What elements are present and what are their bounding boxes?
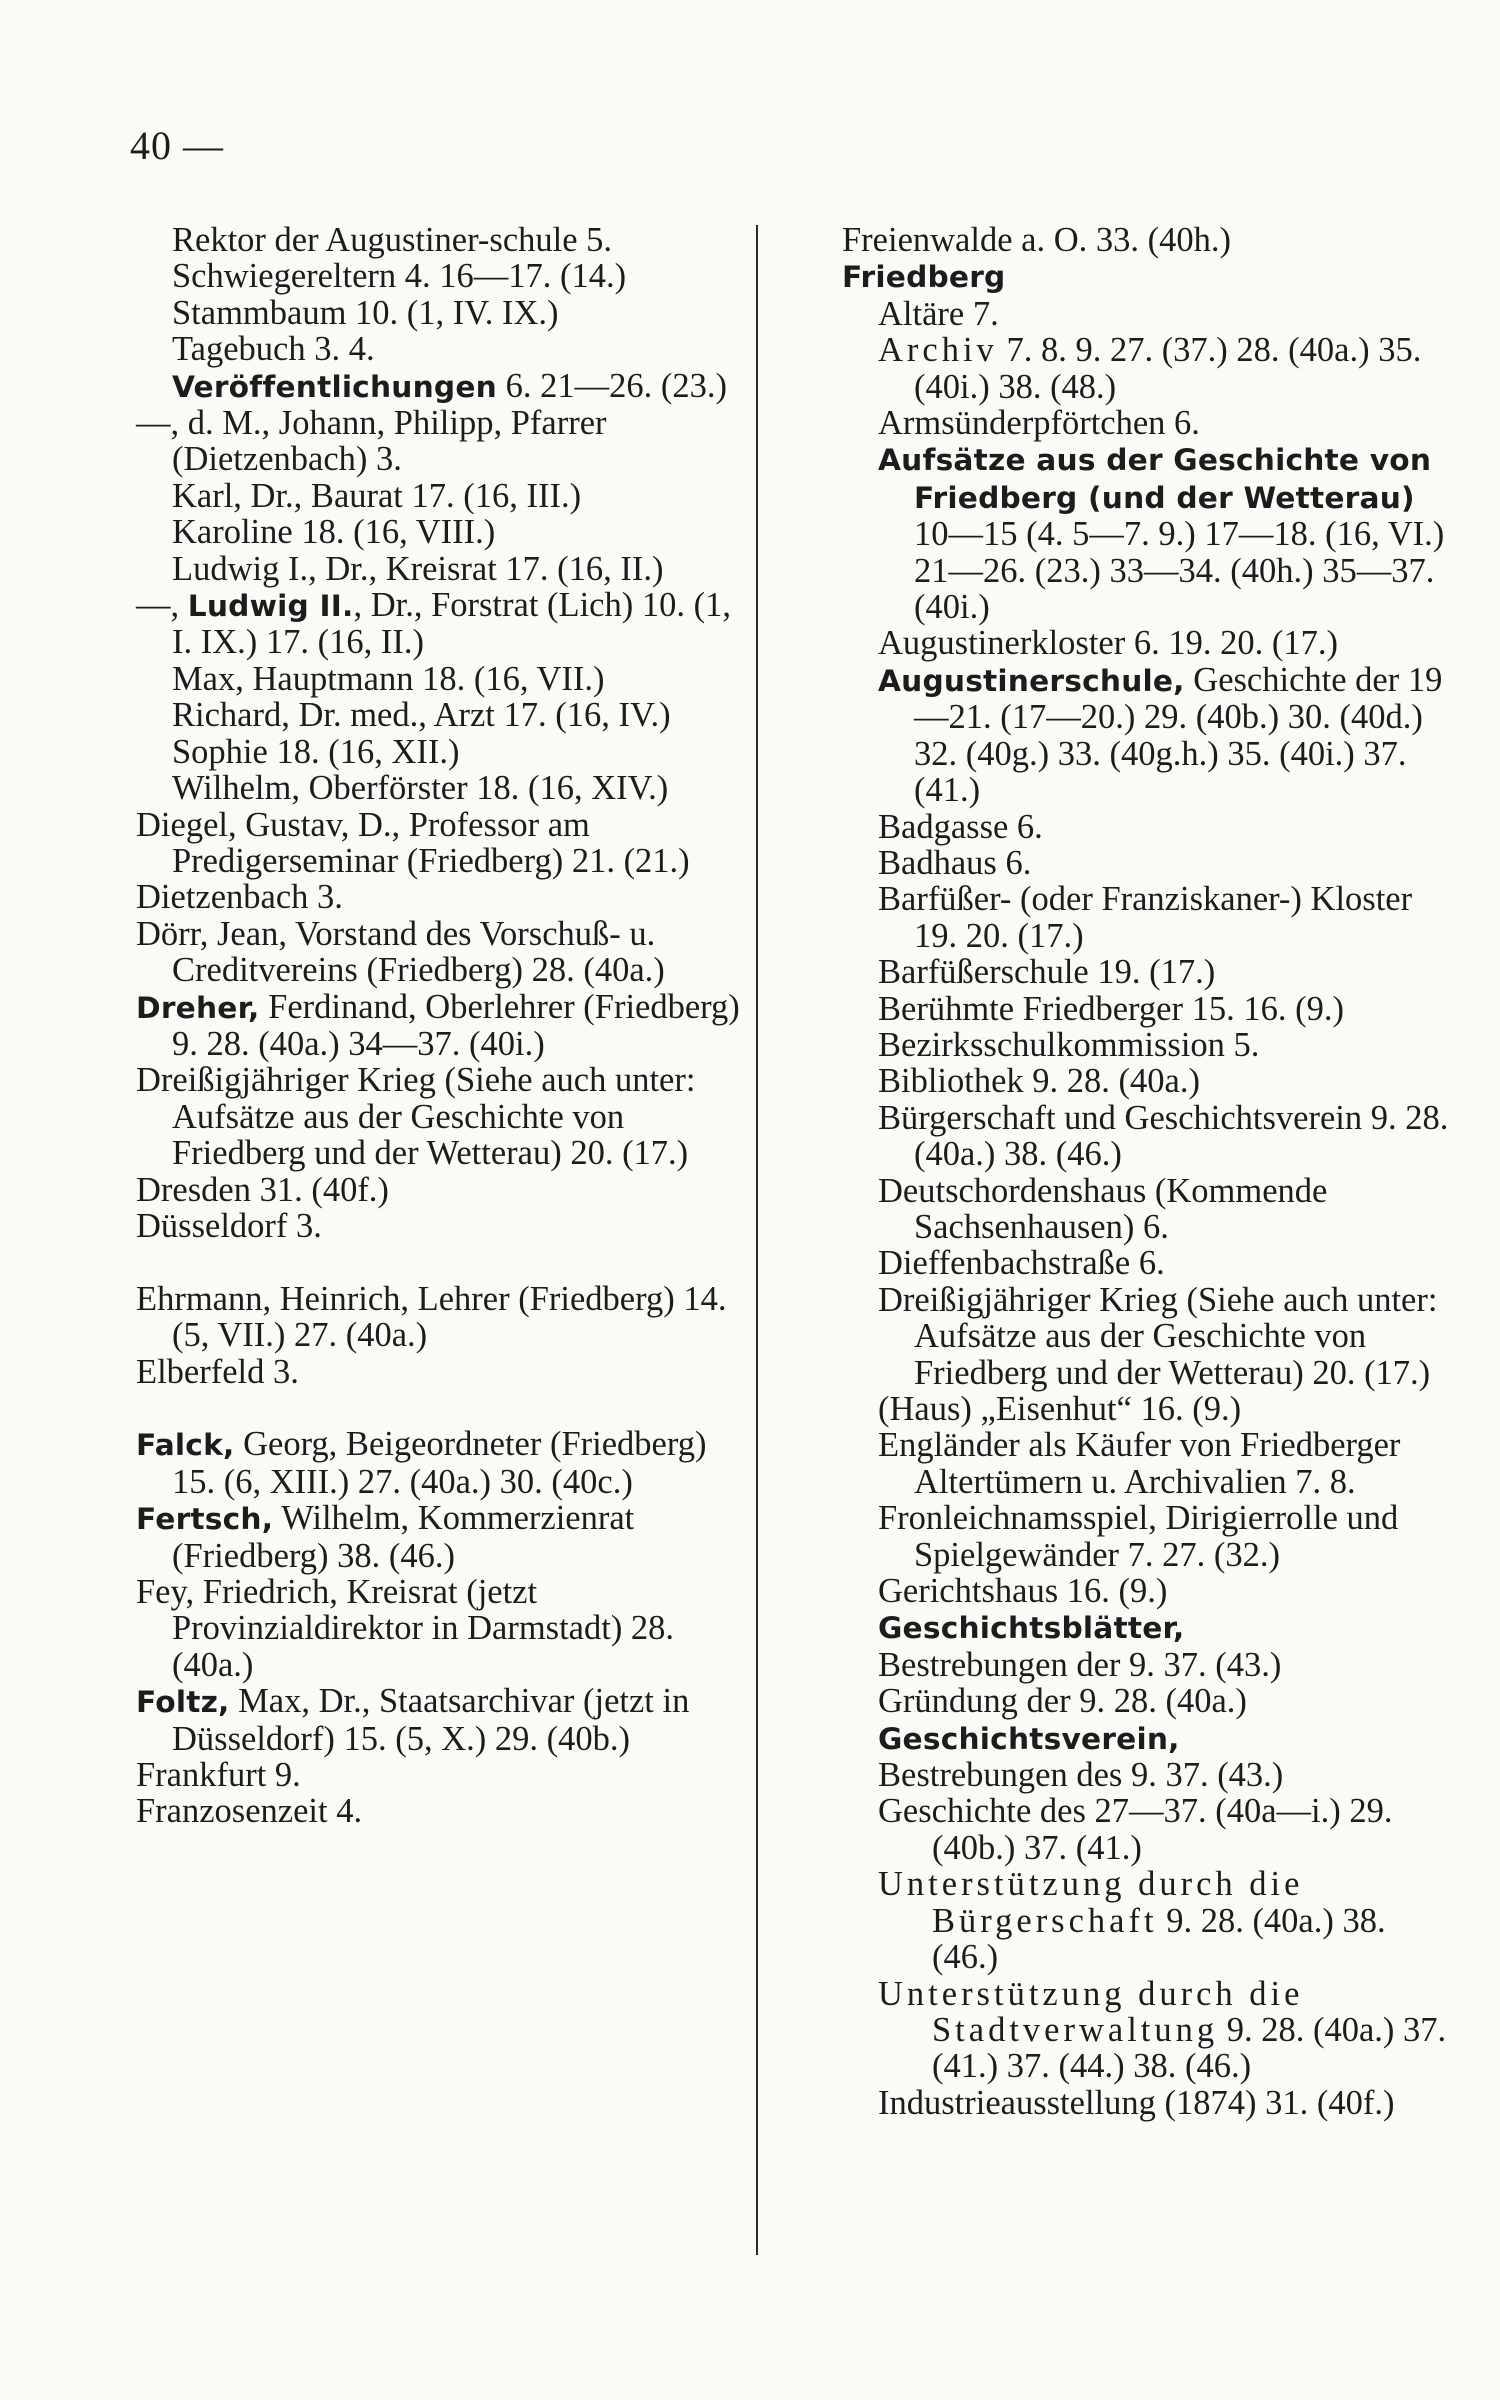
- index-entry: [842, 809, 1452, 845]
- index-entry: [842, 258, 1452, 295]
- index-entry: [136, 1281, 746, 1354]
- index-entry: [842, 845, 1452, 881]
- entry-text: Düsseldorf 3.: [136, 1206, 322, 1245]
- index-entry: [842, 1976, 1452, 2085]
- index-entry: [136, 770, 746, 806]
- entry-text: Bürgerschaft und Geschichtsverein 9. 28. (40a.) 38. (46.): [878, 1098, 1449, 1174]
- page-header: 40 —: [130, 123, 224, 168]
- entry-text: Tagebuch 3. 4.: [172, 330, 375, 369]
- entry-text: , Dr., Forstrat (Lich) 10. (1, I. IX.) 17. (16, II.): [172, 586, 731, 662]
- index-entry: [842, 1027, 1452, 1063]
- index-entry: [842, 1609, 1452, 1646]
- index-entry: [136, 1208, 746, 1244]
- entry-text: Dreißigjähriger Krieg (Siehe auch unter: Aufsätze aus der Geschichte von Friedberg und der Wetterau) 20. (17.): [136, 1061, 696, 1173]
- index-entry: [842, 1063, 1452, 1099]
- entry-text: —,: [136, 586, 188, 625]
- index-entry: [842, 441, 1452, 625]
- entry-text: Armsünderpförtchen 6.: [878, 404, 1200, 443]
- index-entry: [842, 296, 1452, 332]
- entry-text: Barfüßerschule 19. (17.): [878, 953, 1216, 992]
- entry-text: Freienwalde a. O. 33. (40h.): [842, 221, 1231, 259]
- index-entry: [842, 1573, 1452, 1609]
- entry-text: Wilhelm, Kommerzienrat (Friedberg) 38. (46.): [172, 1499, 635, 1575]
- index-entry: [842, 2085, 1452, 2121]
- entry-text: Dieffenbachstraße 6.: [878, 1244, 1165, 1283]
- index-entry: [842, 1245, 1452, 1281]
- entry-text: 9. 28. (40a.) 38. (46.): [932, 1901, 1386, 1977]
- index-entry: [136, 697, 746, 733]
- entry-text: Stammbaum 10. (1, IV. IX.): [172, 293, 559, 332]
- entry-text: Geschichte der 19—21. (17—20.) 29. (40b.) 30. (40d.) 32. (40g.) 33. (40g.h.) 35. (40i.) 37. (41.): [914, 660, 1443, 810]
- index-entry: [842, 405, 1452, 441]
- entry-text: Ferdinand, Oberlehrer (Friedberg) 9. 28. (40a.) 34—37. (40i.): [172, 987, 740, 1063]
- entry-spaced-term: Archiv: [878, 331, 998, 370]
- index-entry: [136, 1426, 746, 1500]
- entry-heading: Geschichtsverein,: [878, 1720, 1180, 1756]
- entry-text: Dörr, Jean, Vorstand des Vorschuß- u. Creditvereins (Friedberg) 28. (40a.): [136, 914, 665, 990]
- entry-text: Bezirksschulkommission 5.: [878, 1025, 1260, 1064]
- entry-text: Schwiegereltern 4. 16—17. (14.): [172, 257, 627, 296]
- entry-text: (Haus) „Eisenhut“ 16. (9.): [878, 1390, 1242, 1428]
- entry-text: Georg, Beigeordneter (Friedberg) 15. (6, XIII.) 27. (40a.) 30. (40c.): [172, 1425, 707, 1501]
- entry-text: Rektor der Augustiner-schule 5.: [172, 221, 613, 259]
- entry-text: Richard, Dr. med., Arzt 17. (16, IV.): [172, 696, 671, 735]
- entry-text: Badhaus 6.: [878, 843, 1032, 882]
- entry-text: Barfüßer- (oder Franziskaner-) Kloster 19. 20. (17.): [878, 880, 1413, 955]
- entry-spaced-term: Unterstützung durch die Bürgerschaft: [878, 1865, 1304, 1940]
- entry-text: Dresden 31. (40f.): [136, 1170, 389, 1209]
- index-column-right: [842, 222, 1452, 2121]
- entry-text: Max, Dr., Staatsarchivar (jetzt in Düsseldorf) 15. (5, X.) 29. (40b.): [172, 1682, 690, 1758]
- index-entry: [136, 807, 746, 880]
- index-entry: [842, 991, 1452, 1027]
- entry-heading: Fertsch,: [136, 1501, 274, 1537]
- entry-heading: Geschichtsblätter,: [878, 1610, 1185, 1646]
- index-entry: [842, 1173, 1452, 1246]
- entry-text: Fronleichnamsspiel, Dirigierrolle und Spielgewänder 7. 27. (32.): [878, 1499, 1399, 1574]
- index-entry: [842, 1866, 1452, 1975]
- entry-text: Diegel, Gustav, D., Professor am Predigerseminar (Friedberg) 21. (21.): [136, 805, 690, 880]
- index-entry: [842, 1793, 1452, 1866]
- index-entry: [842, 332, 1452, 405]
- entry-text: Augustinerkloster 6. 19. 20. (17.): [878, 624, 1338, 663]
- index-entry: [136, 734, 746, 770]
- index-entry: [136, 514, 746, 550]
- entry-text: Industrieausstellung (1874) 31. (40f.): [878, 2083, 1395, 2122]
- entry-spacer: [136, 1390, 746, 1426]
- entry-heading: Foltz,: [136, 1684, 230, 1720]
- index-entry: [136, 1757, 746, 1793]
- entry-spacer: [136, 1244, 746, 1280]
- entry-text: 10—15 (4. 5—7. 9.) 17—18. (16, VI.) 21—26. (23.) 33—34. (40h.) 35—37. (40i.): [914, 515, 1445, 627]
- index-entry: [842, 1647, 1452, 1683]
- entry-heading: Aufsätze aus der Geschichte von Friedberg (und der Wetterau): [878, 442, 1432, 515]
- index-entry: [136, 587, 746, 661]
- entry-text: Bestrebungen des 9. 37. (43.): [878, 1756, 1284, 1795]
- index-entry: [842, 1427, 1452, 1500]
- entry-text: 9. 28. (40a.) 37. (41.) 37. (44.) 38. (46.): [932, 2010, 1447, 2086]
- index-entry: [842, 881, 1452, 954]
- entry-heading: Ludwig II.: [187, 588, 354, 624]
- entry-text: Wilhelm, Oberförster 18. (16, XIV.): [172, 769, 669, 808]
- entry-text: Elberfeld 3.: [136, 1352, 299, 1391]
- index-entry: [136, 879, 746, 915]
- entry-text: Bestrebungen der 9. 37. (43.): [878, 1645, 1282, 1684]
- entry-text: Bibliothek 9. 28. (40a.): [878, 1062, 1200, 1101]
- entry-text: Gerichtshaus 16. (9.): [878, 1572, 1168, 1611]
- index-column-left: [136, 222, 746, 1830]
- index-entry: [136, 405, 746, 478]
- index-entry: [136, 295, 746, 331]
- entry-text: Engländer als Käufer von Friedberger Altertümern u. Archivalien 7. 8.: [878, 1426, 1401, 1501]
- entry-heading: Augustinerschule,: [878, 662, 1185, 698]
- entry-text: Frankfurt 9.: [136, 1756, 301, 1795]
- index-entry: [136, 368, 746, 405]
- entry-text: Dreißigjähriger Krieg (Siehe auch unter: Aufsätze aus der Geschichte von Friedberg und der Wetterau) 20. (17.): [878, 1280, 1438, 1392]
- index-entry: [136, 989, 746, 1063]
- index-entry: [842, 954, 1452, 990]
- index-entry: [842, 662, 1452, 809]
- index-entry: [842, 222, 1452, 258]
- entry-text: Sophie 18. (16, XII.): [172, 732, 460, 771]
- entry-text: Deutschordenshaus (Kommende Sachsenhausen) 6.: [878, 1171, 1328, 1246]
- index-entry: [842, 1757, 1452, 1793]
- index-entry: [842, 1391, 1452, 1427]
- entry-text: Gründung der 9. 28. (40a.): [878, 1682, 1247, 1721]
- index-entry: [136, 1354, 746, 1390]
- entry-spaced-term: Unterstützung durch die Stadtverwaltung: [878, 1974, 1304, 2049]
- entry-text: Karoline 18. (16, VIII.): [172, 513, 496, 552]
- entry-text: Badgasse 6.: [878, 807, 1043, 846]
- index-entry: [136, 1574, 746, 1683]
- index-entry: [842, 1282, 1452, 1391]
- entry-text: —, d. M., Johann, Philipp, Pfarrer (Dietzenbach) 3.: [136, 404, 607, 479]
- entry-heading: Veröffentlichungen: [172, 368, 497, 404]
- index-entry: [136, 1500, 746, 1574]
- entry-text: Max, Hauptmann 18. (16, VII.): [172, 659, 605, 698]
- index-entry: [136, 661, 746, 697]
- index-entry: [136, 1683, 746, 1757]
- index-entry: [136, 551, 746, 587]
- index-entry: [842, 1683, 1452, 1719]
- index-entry: [842, 1720, 1452, 1757]
- index-entry: [842, 1500, 1452, 1573]
- entry-heading: Friedberg: [842, 259, 1006, 295]
- index-entry: [136, 1793, 746, 1829]
- entry-text: Geschichte des 27—37. (40a—i.) 29. (40b.) 37. (41.): [878, 1792, 1393, 1867]
- index-entry: [136, 331, 746, 367]
- entry-text: Dietzenbach 3.: [136, 878, 343, 917]
- entry-text: Fey, Friedrich, Kreisrat (jetzt Provinzialdirektor in Darmstadt) 28. (40a.): [136, 1573, 675, 1684]
- entry-text: 7. 8. 9. 27. (37.) 28. (40a.) 35. (40i.) 38. (48.): [914, 331, 1422, 406]
- column-divider: [756, 225, 758, 2255]
- entry-heading: Dreher,: [136, 989, 260, 1025]
- entry-text: Franzosenzeit 4.: [136, 1792, 363, 1831]
- index-entry: [842, 625, 1452, 661]
- index-entry: [136, 916, 746, 989]
- index-entry: [136, 222, 746, 258]
- index-entry: [136, 1062, 746, 1171]
- index-entry: [136, 258, 746, 294]
- entry-heading: Falck,: [136, 1427, 235, 1463]
- entry-text: Ehrmann, Heinrich, Lehrer (Friedberg) 14. (5, VII.) 27. (40a.): [136, 1279, 727, 1355]
- index-entry: [842, 1100, 1452, 1173]
- entry-text: 6. 21—26. (23.): [496, 366, 727, 405]
- entry-text: Berühmte Friedberger 15. 16. (9.): [878, 989, 1344, 1028]
- index-entry: [136, 478, 746, 514]
- entry-text: Altäre 7.: [878, 294, 999, 333]
- entry-text: Ludwig I., Dr., Kreisrat 17. (16, II.): [172, 549, 664, 588]
- entry-text: Karl, Dr., Baurat 17. (16, III.): [172, 476, 582, 515]
- index-entry: [136, 1172, 746, 1208]
